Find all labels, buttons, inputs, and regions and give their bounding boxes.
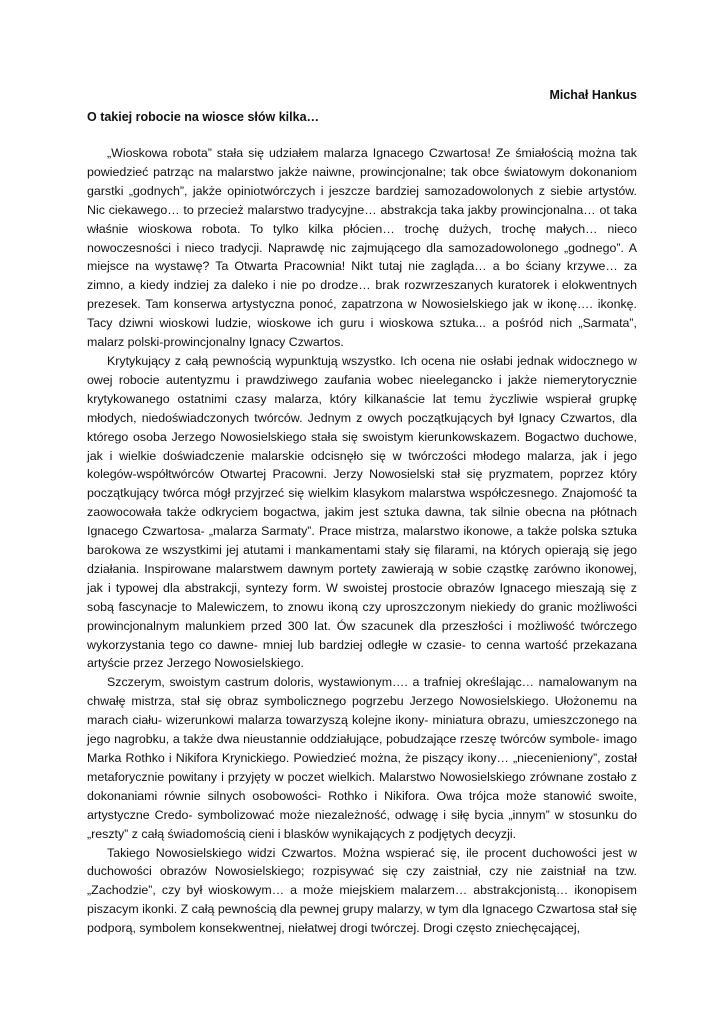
paragraph: Krytykujący z całą pewnością wypunktują wszystko. Ich ocena nie osłabi jednak widocznego w owej robocie autentyzmu i prawdziwego zaufania wobec nieelegancko i jakże niemerytorycznie krytykowanego ostatnimi czasy malarza, który kilkanaście lat temu życzliwie wspierał grupkę młodych, niedoświadczonych twórców. Jednym z owych początkujących był Ignacy Czwartos, dla którego osoba Jerzego Nowosielskiego stała się swoistym kierunkowskazem. Bogactwo duchowe, jak i wielkie doświadczenie malarskie odcisnęło się w twórczości młodego malarza, jak i jego kolegów-współtwórców Otwartej Pracowni. Jerzy Nowosielski stał się pryzmatem, poprzez który początkujący twórca mógł przyjrzeć się wielkim klasykom malarstwa współczesnego. Znajomość ta zaowocowała także odkryciem bogactwa, jakim jest sztuka dawna, tak silnie obecna na płótnach Ignacego Czwartosa- „malarza Sarmaty”. Prace mistrza, malarstwo ikonowe, a także polska sztuka barokowa ze wszystkimi jej atutami i mankamentami stały się filarami, na których opierają się jego działania. Inspirowane malarstwem dawnym portety zawierają w sobie cząstkę zarówno ikonowej, jak i typowej dla abstrakcji, syntezy form. W swoistej prostocie obrazów Ignacego mieszają się z sobą fascynacje to Malewiczem, to znowu ikoną czy uproszczonym niekiedy do granic możliwości prowincjonalnym malunkiem przed 300 lat. Ów szacunek dla przeszłości i możliwość twórczego wykorzystania tego co dawne- mniej lub bardziej odległe w czasie- to cenna wartość przekazana artyście przez Jerzego Nowosielskiego. xyxy=(87,353,637,671)
article-title: O takiej robocie na wiosce słów kilka… xyxy=(87,110,320,124)
article-body xyxy=(87,144,637,938)
paragraph: Szczerym, swoistym castrum doloris, wystawionym…. a trafniej określając… namalowanym na chwałę mistrza, stał się obraz symbolicznego pogrzebu Jerzego Nowosielskiego. Ułożonemu na marach ciału- wizerunkowi malarza towarzyszą kolejne ikony- miniatura obrazu, umieszczonego na jego nagrobku, a także dwa nieustannie oddziałujące, pobudzające rzeszę twórców symbole- imago Marka Rothko i Nikifora Krynickiego. Powiedzieć można, że piszący ikony… „niecenieniony”, został metaforycznie powitany i przyjęty w poczet wielkich. Malarstwo Nowosielskiego zrównane zostało z dokonaniami równie silnych osobowości- Rothko i Nikifora. Owa trójca może stanowić swoite, artystyczne Credo- symbolizować może niezależność, odwagę i siłę bycia „innym” w stosunku do „reszty” z całą świadomością cieni i blasków wynikających z podjętych decyzji. xyxy=(87,675,637,841)
author-name: Michał Hankus xyxy=(549,88,637,102)
paragraph: Takiego Nowosielskiego widzi Czwartos. Można wspierać się, ile procent duchowości jest w duchowości obrazów Nowosielskiego; rozpisywać się czy zaistniał, czy nie zaistniał na tzw. „Zachodzie”, czy był wioskowym… a może miejskiem malarzem… abstrakcjonistą… ikonopisem piszacym ikonki. Z całą pewnością dla pewnej grupy malarzy, w tym dla Ignacego Czwartosa stał się podporą, symbolem konsekwentnej, niełatwej drogi twórczej. Drogi często zniechęcającej, xyxy=(87,845,638,936)
paragraph: „Wioskowa robota” stała się udziałem malarza Ignacego Czwartosa! Ze śmiałością można tak powiedzieć patrząc na malarstwo jakże naiwne, prowincjonalne; tak obce światowym dokonaniom garstki „godnych”, jakże opiniotwórczych i jeszcze bardziej samozadowolonych z siebie artystów. Nic ciekawego… to przecież malarstwo tradycyjne… abstrakcja taka jakby prowincjonalna… ot taka właśnie wioskowa robota. To tylko kilka płócien… trochę dużych, trochę małych… nieco nowoczesności i nieco tradycji. Naprawdę nic zajmującego dla samozadowolonego „godnego”. A miejsce na wystawę? Ta Otwarta Pracownia! Nikt tutaj nie zagląda… a bo ściany krzywe… za zimno, a kiedy indziej za daleko i nie po drodze… brak rozwrzeszanych kuratorek i elokwentnych prezesek. Tam konserwa artystyczna ponoć, zapatrzona w Nowosielskiego jak w ikonę…. ikonkę. Tacy dziwni wioskowi ludzie, wioskowe ich guru i wioskowa sztuka... a pośród nich „Sarmata”, malarz polski-prowincjonalny Ignacy Czwartos. xyxy=(87,146,637,350)
